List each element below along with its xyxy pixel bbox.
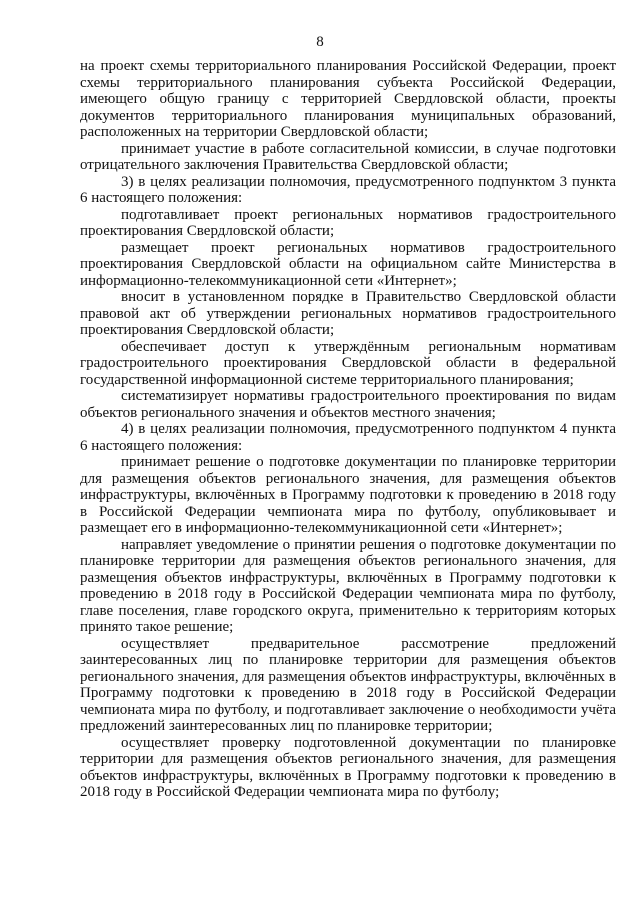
- paragraph: осуществляет проверку подготовленной документации по планировке территории для размещения объектов регионального значения, для размещения объектов инфраструктуры, включённых в Программу подготовки к проведению в 2018 году в Российской Федерации чемпионата мира по футболу;: [80, 734, 616, 800]
- paragraph: принимает участие в работе согласительной комиссии, в случае подготовки отрицательного заключения Правительства Свердловской области;: [80, 140, 616, 173]
- paragraph: принимает решение о подготовке документации по планировке территории для размещения объектов регионального значения, для размещения объектов инфраструктуры, включённых в Программу подготовки к проведению в 2018 году в Российской Федерации чемпионата мира по футболу, опубликовывает и размещает его в информационно-телекоммуникационной сети «Интернет»;: [80, 454, 616, 536]
- paragraph-numbered-item: 4) в целях реализации полномочия, предусмотренного подпунктом 4 пункта 6 настоящего положения:: [80, 421, 616, 454]
- paragraph: размещает проект региональных нормативов градостроительного проектирования Свердловской области на официальном сайте Министерства в информационно-телекоммуникационной сети «Интернет»;: [80, 239, 616, 289]
- paragraph-numbered-item: 3) в целях реализации полномочия, предусмотренного подпунктом 3 пункта 6 настоящего положения:: [80, 173, 616, 206]
- document-body: [80, 58, 616, 801]
- paragraph: обеспечивает доступ к утверждённым региональным нормативам градостроительного проектирования Свердловской области в федеральной государственной информационной системе территориального планирования;: [80, 338, 616, 388]
- paragraph: подготавливает проект региональных нормативов градостроительного проектирования Свердловской области;: [80, 206, 616, 239]
- page-number: 8: [316, 34, 324, 50]
- paragraph: вносит в установленном порядке в Правительство Свердловской области правовой акт об утверждении региональных нормативов градостроительного проектирования Свердловской области;: [80, 289, 616, 338]
- paragraph-continuation: на проект схемы территориального планирования Российской Федерации, проект схемы территориального планирования субъекта Российской Федерации, имеющего общую границу с территорией Свердловской области, проекты документов территориального планирования муниципальных образований, расположенных на территории Свердловской области;: [80, 58, 616, 140]
- paragraph: осуществляет предварительное рассмотрение предложений заинтересованных лиц по планировке территории для размещения объектов регионального значения, для размещения объектов инфраструктуры, включённых в Программу подготовки к проведению в 2018 году в Российской Федерации чемпионата мира по футболу, и подготавливает заключение о необходимости учёта предложений заинтересованных лиц по планировке территории;: [80, 635, 616, 734]
- paragraph: направляет уведомление о принятии решения о подготовке документации по планировке территории для размещения объектов регионального значения, для размещения объектов инфраструктуры, включённых в Программу подготовки к проведению в 2018 году в Российской Федерации чемпионата мира по футболу, главе поселения, главе городского округа, применительно к территориям которых принято такое решение;: [80, 536, 616, 635]
- paragraph: систематизирует нормативы градостроительного проектирования по видам объектов регионального значения и объектов местного значения;: [80, 388, 616, 421]
